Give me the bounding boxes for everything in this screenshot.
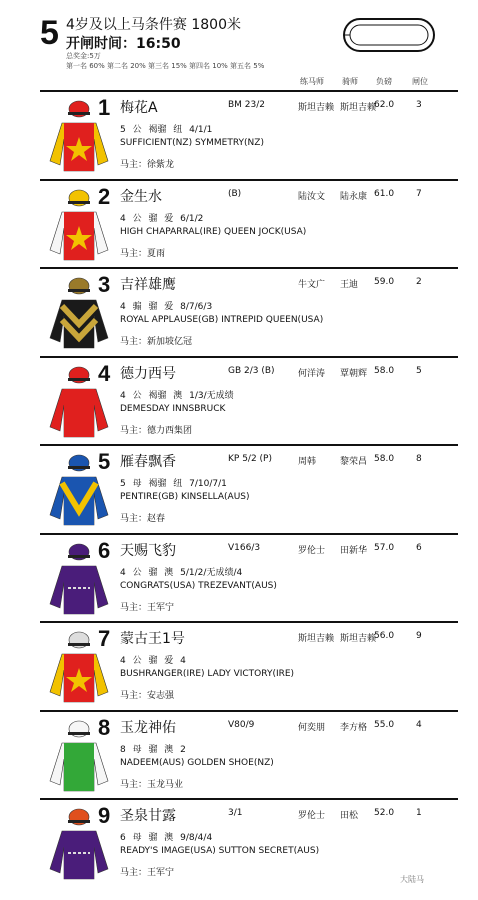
- horse-name: 圣泉甘露: [120, 808, 176, 824]
- horse-owner: 马主：王军宁: [120, 602, 175, 613]
- race-header: [0, 0, 478, 95]
- horse-number: 9: [98, 803, 111, 828]
- horse-weight: 52.0: [374, 808, 395, 818]
- horse-pedigree: HIGH CHAPARRAL(IRE) QUEEN JOCK(USA): [120, 226, 307, 237]
- horse-name: 天赐飞豹: [120, 542, 176, 559]
- horse-owner: 马主：赵春: [120, 514, 166, 524]
- col-jockey: 骑师: [342, 77, 358, 86]
- horse-info: 4 公 褐骝 澳 1/3/无成绩: [120, 390, 234, 401]
- horse-trainer: 斯坦吉赖: [298, 634, 335, 644]
- horse-jockey: 黎荣昌: [340, 457, 368, 467]
- horse-weight: 56.0: [374, 631, 395, 641]
- horse-info: 4 公 骝 澳 5/1/2/无成绩/4: [120, 567, 243, 578]
- horse-trainer: 牛文广: [298, 280, 326, 290]
- horse-pedigree: SUFFICIENT(NZ) SYMMETRY(NZ): [120, 138, 264, 148]
- horse-info: 4 公 骝 爱 4: [120, 656, 186, 666]
- track-map-icon: [340, 15, 440, 55]
- horse-name: 梅花A: [120, 100, 158, 116]
- horse-name: 金生水: [120, 188, 162, 205]
- horse-trainer: 何奕朋: [298, 722, 326, 733]
- race-title: 4岁及以上马条件赛 1800米: [66, 17, 241, 33]
- horse-name: 德力西号: [120, 365, 176, 382]
- horse-trainer: 何洋涛: [298, 368, 326, 379]
- horse-name: 玉龙神佑: [120, 719, 176, 736]
- horse-number: 7: [98, 626, 111, 651]
- horse-number: 2: [98, 183, 111, 209]
- horse-info: 4 公 骝 爱 6/1/2: [120, 213, 204, 224]
- horse-owner: 马主：德力西集团: [120, 425, 193, 436]
- horse-weight: 55.0: [374, 719, 395, 730]
- col-trainer: 练马师: [300, 77, 324, 86]
- col-weight: 负磅: [376, 77, 392, 86]
- horse-rating-gear: V166/3: [228, 542, 261, 553]
- horse-jockey: 陆永康: [340, 191, 368, 202]
- horse-rating-gear: BM 23/2: [228, 100, 266, 110]
- horse-name: 蒙古王1号: [120, 631, 185, 647]
- horse-owner: 马主：新加坡亿冠: [120, 337, 193, 347]
- horse-pedigree: DEMESDAY INNSBRUCK: [120, 403, 226, 414]
- race-number: 5: [40, 14, 59, 52]
- horse-info: 8 母 骝 澳 2: [120, 744, 186, 755]
- col-draw: 闸位: [412, 77, 428, 86]
- horse-trainer: 斯坦吉赖: [298, 103, 335, 113]
- horse-name: 吉祥雄鹰: [120, 277, 176, 293]
- horse-row: [40, 90, 458, 180]
- horse-weight: 62.0: [374, 100, 395, 110]
- horse-row: [40, 533, 458, 623]
- horse-owner: 马主：安志强: [120, 691, 175, 701]
- horse-row: [40, 179, 458, 269]
- horse-name: 雁春飘香: [120, 454, 176, 470]
- horse-weight: 57.0: [374, 542, 395, 553]
- horse-draw: 2: [416, 277, 422, 287]
- horse-weight: 59.0: [374, 277, 395, 287]
- horse-number: 8: [98, 714, 111, 740]
- horse-trainer: 陆汝文: [298, 191, 326, 202]
- horse-pedigree: CONGRATS(USA) TREZEVANT(AUS): [120, 580, 277, 591]
- horse-pedigree: NADEEM(AUS) GOLDEN SHOE(NZ): [120, 757, 274, 768]
- horse-jockey: 李方格: [340, 722, 368, 733]
- horse-rating-gear: GB 2/3 (B): [228, 365, 275, 376]
- horse-draw: 3: [416, 100, 422, 110]
- horse-weight: 61.0: [374, 188, 395, 199]
- horse-draw: 7: [416, 188, 422, 199]
- horse-owner: 马主：玉龙马业: [120, 779, 184, 790]
- horse-number: 5: [98, 449, 111, 474]
- horse-row: [40, 444, 458, 534]
- horse-rating-gear: (B): [228, 188, 242, 199]
- horse-rating-gear: KP 5/2 (P): [228, 454, 272, 464]
- horse-pedigree: BUSHRANGER(IRE) LADY VICTORY(IRE): [120, 669, 295, 679]
- horse-rating-gear: V80/9: [228, 719, 255, 730]
- horse-pedigree: PENTIRE(GB) KINSELLA(AUS): [120, 492, 250, 502]
- horse-info: 6 母 骝 澳 9/8/4/4: [120, 833, 213, 843]
- horse-pedigree: READY'S IMAGE(USA) SUTTON SECRET(AUS): [120, 846, 320, 856]
- horse-number: 6: [98, 537, 111, 563]
- horse-rating-gear: 3/1: [228, 808, 243, 818]
- horse-info: 5 公 褐骝 纽 4/1/1: [120, 125, 213, 135]
- horse-draw: 6: [416, 542, 422, 553]
- horse-jockey: 覃朝辉: [340, 368, 368, 379]
- horse-info: 4 骟 骝 爱 8/7/6/3: [120, 302, 213, 312]
- horse-row: [40, 710, 458, 800]
- horse-jockey: 斯坦吉赖: [340, 103, 377, 113]
- horse-info: 5 母 褐骝 纽 7/10/7/1: [120, 479, 227, 489]
- horse-owner: 马主：徐紫龙: [120, 160, 175, 170]
- horse-row: [40, 798, 458, 888]
- horse-pedigree: ROYAL APPLAUSE(GB) INTREPID QUEEN(USA): [120, 315, 324, 325]
- horse-row: [40, 356, 458, 446]
- race-purse: 总奖金:5万: [66, 52, 101, 60]
- horse-number: 3: [98, 272, 111, 297]
- horse-jockey: 田松: [340, 811, 359, 821]
- horse-weight: 58.0: [374, 454, 395, 464]
- horse-number: 4: [98, 360, 111, 386]
- horse-row: [40, 267, 458, 357]
- race-prize-split: 第一名 60% 第二名 20% 第三名 15% 第四名 10% 第五名 5%: [66, 62, 265, 70]
- horse-number: 1: [98, 95, 111, 120]
- horse-jockey: 田新华: [340, 545, 368, 556]
- horse-draw: 5: [416, 365, 422, 376]
- horse-draw: 1: [416, 808, 422, 818]
- horse-draw: 9: [416, 631, 422, 641]
- horse-trainer: 罗伦士: [298, 811, 326, 821]
- horse-jockey: 王迪: [340, 280, 359, 290]
- horse-trainer: 周韩: [298, 457, 317, 467]
- horse-draw: 8: [416, 454, 422, 464]
- horse-row: [40, 621, 458, 711]
- horse-trainer: 罗伦士: [298, 545, 326, 556]
- race-start-time: 开闸时间：16:50: [66, 36, 181, 52]
- horse-draw: 4: [416, 719, 422, 730]
- horse-owner: 马主：夏雨: [120, 248, 166, 259]
- horse-weight: 58.0: [374, 365, 395, 376]
- horse-owner: 马主：王军宁: [120, 868, 175, 878]
- horse-jockey: 斯坦吉赖: [340, 634, 377, 644]
- watermark: 大陆马: [400, 875, 424, 884]
